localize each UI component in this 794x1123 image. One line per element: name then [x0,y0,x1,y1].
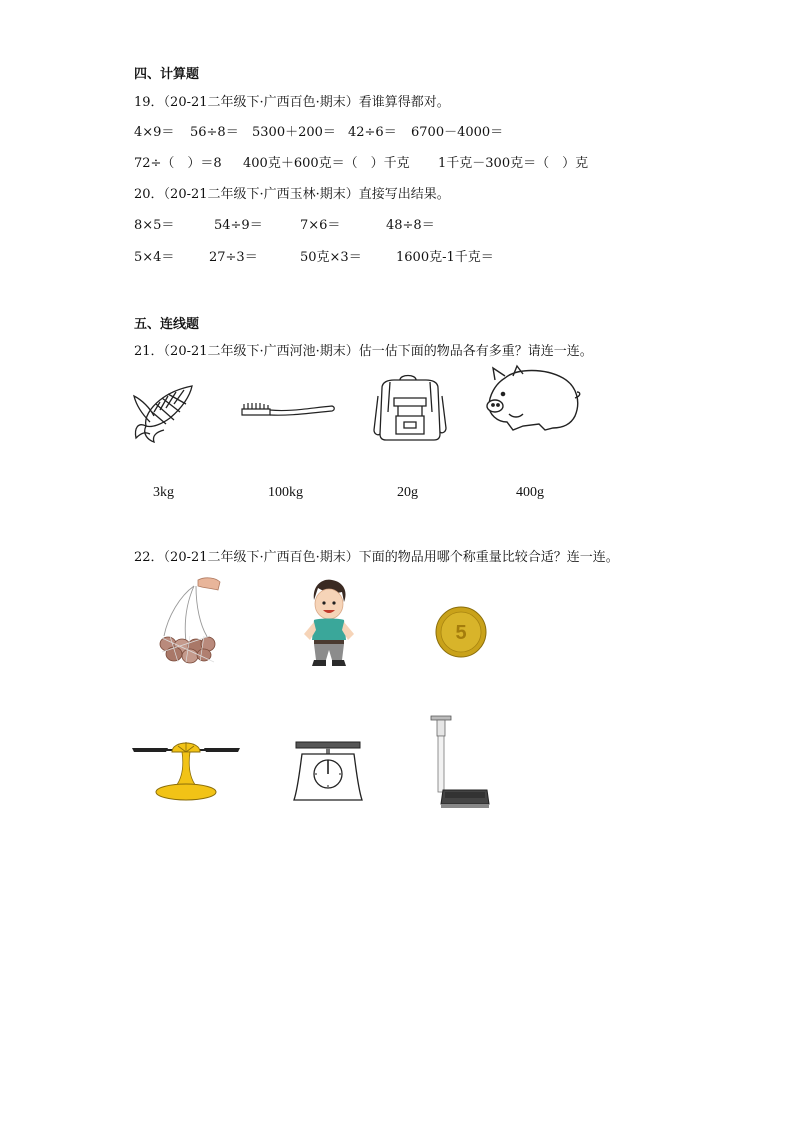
coin-icon [435,606,487,658]
q19-eq-2: 56÷8＝ [190,125,239,140]
corn-icon [130,382,200,444]
backpack-icon [372,372,448,444]
q19-eq-3: 5300＋200＝ [252,125,336,140]
question-19-stem: 19．（20-21二年级下·广西百色·期末）看谁算得都对。 [134,95,450,110]
body-scale-icon [427,714,493,810]
q20-eq-8: 1600克-1千克＝ [396,250,494,265]
q19-eq-6: 72÷（ ）＝8 [134,156,222,171]
weight-option-20g: 20g [397,485,418,500]
q20-eq-1: 8×5＝ [134,218,175,233]
q20-eq-7: 50克×3＝ [300,250,362,265]
q19-eq-1: 4×9＝ [134,125,175,140]
boy-icon [300,578,358,670]
weight-option-3kg: 3kg [153,485,174,500]
q19-eq-4: 42÷6＝ [348,125,397,140]
q19-eq-5: 6700－4000＝ [411,125,504,140]
egg-bag-icon [150,576,222,664]
pig-icon [483,366,583,434]
question-21-stem: 21．（20-21二年级下·广西河池·期末）估一估下面的物品各有多重？请连一连。 [134,344,593,359]
weight-option-100kg: 100kg [268,485,303,500]
q20-eq-4: 48÷8＝ [386,218,435,233]
q19-eq-8: 1千克－300克＝（ ）克 [438,156,589,171]
question-20-stem: 20．（20-21二年级下·广西玉林·期末）直接写出结果。 [134,187,450,202]
toothbrush-icon [240,400,336,422]
question-22-stem: 22．（20-21二年级下·广西百色·期末）下面的物品用哪个称重量比较合适？连一连。 [134,550,619,565]
section-4-heading: 四、计算题 [134,67,200,82]
q20-eq-3: 7×6＝ [300,218,341,233]
section-5-heading: 五、连线题 [134,317,200,332]
kitchen-scale-icon [292,738,364,804]
weight-option-400g: 400g [516,485,544,500]
coin-value-label: 5 [455,622,467,644]
q20-eq-5: 5×4＝ [134,250,175,265]
q19-eq-7: 400克＋600克＝（ ）千克 [243,156,410,171]
q20-eq-6: 27÷3＝ [209,250,258,265]
balance-scale-icon [130,738,242,802]
q20-eq-2: 54÷9＝ [214,218,263,233]
